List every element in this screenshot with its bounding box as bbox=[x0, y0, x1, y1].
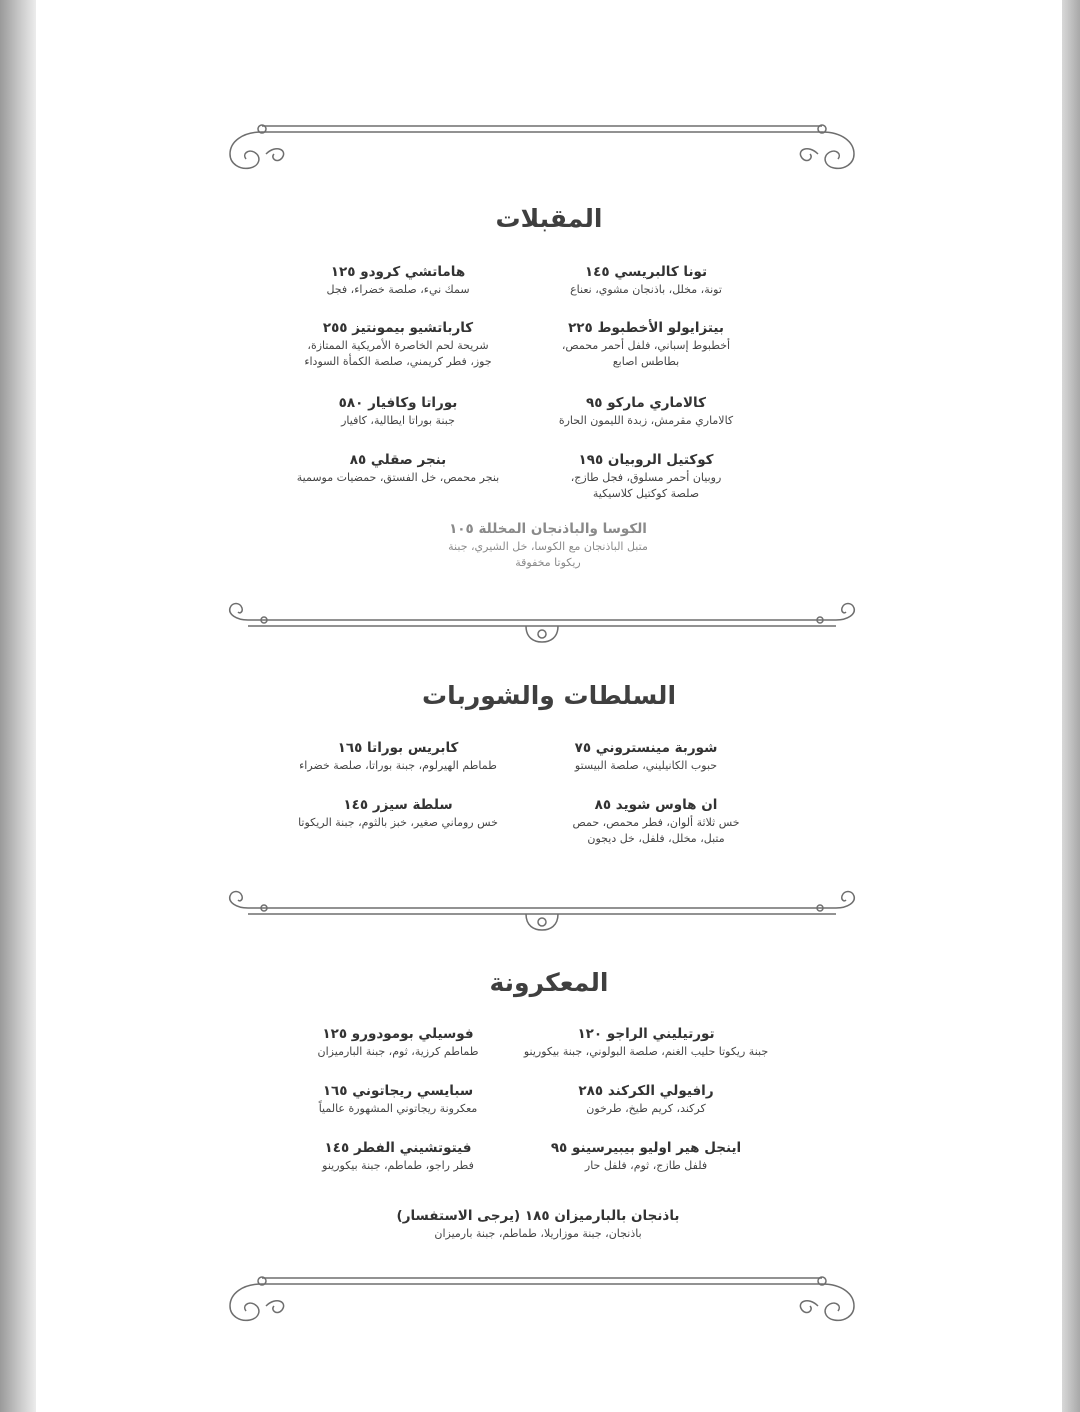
item-desc: كركند، كريم طيخ، طرخون bbox=[586, 1102, 706, 1115]
item-name: رافيولي الكركند ٢٨٥ bbox=[578, 1083, 714, 1099]
menu-item bbox=[448, 519, 648, 571]
item-name: سبايسي ريجاتوني ١٦٥ bbox=[322, 1083, 474, 1099]
item-name: هاماتشي كرودو ١٢٥ bbox=[330, 264, 466, 280]
menu-item bbox=[516, 1081, 776, 1117]
menu-item bbox=[388, 1206, 688, 1242]
item-desc: فلفل طازج، ثوم، فلفل حار bbox=[584, 1159, 708, 1172]
item-desc: فطر راجو، طماطم، جبنة بيكورينو bbox=[322, 1159, 474, 1172]
item-name: بوراتا وكافيار ٥٨٠ bbox=[338, 395, 458, 411]
item-name: فوسيلي بومودورو ١٢٥ bbox=[322, 1026, 474, 1042]
menu-item bbox=[516, 393, 776, 429]
ornament-divider-top bbox=[222, 116, 862, 172]
item-desc: معكرونة ريجاتوني المشهورة عالمياً bbox=[318, 1102, 478, 1115]
section-title-pasta: المعكرونة bbox=[489, 968, 609, 997]
item-desc: كالاماري مقرمش، زبدة الليمون الحارة bbox=[558, 414, 734, 427]
item-desc: بنجر محمص، خل الفستق، حمضيات موسمية bbox=[296, 471, 500, 484]
item-name: سلطة سيزر ١٤٥ bbox=[343, 797, 453, 813]
menu-item bbox=[268, 738, 528, 774]
item-desc: متبل الباذنجان مع الكوسا، خل الشيري، جبنة ريكوتا مخفوقة bbox=[448, 540, 648, 569]
menu-item bbox=[268, 262, 528, 298]
menu-item bbox=[268, 1024, 528, 1060]
item-desc: خس روماني صغير، خبز بالثوم، جبنة الريكوتا bbox=[298, 816, 498, 829]
item-desc: باذنجان، جبنة موزاريلا، طماطم، جبنة بارميزان bbox=[434, 1227, 642, 1240]
item-desc: سمك نيء، صلصة خضراء، فجل bbox=[326, 283, 470, 296]
section-title-appetizers: المقبلات bbox=[495, 204, 603, 233]
item-name: اينجل هير اوليو بيبيرسينو ٩٥ bbox=[550, 1140, 742, 1156]
menu-item bbox=[268, 450, 528, 486]
item-desc: جبنة بوراتا ايطالية، كافيار bbox=[341, 414, 455, 427]
menu-item bbox=[268, 795, 528, 831]
item-name: فيتوتشيني الفطر ١٤٥ bbox=[324, 1140, 472, 1156]
item-name: تورتيليني الراجو ١٢٠ bbox=[577, 1026, 715, 1042]
item-desc: طماطم الهيرلوم، جبنة بوراتا، صلصة خضراء bbox=[299, 759, 497, 772]
ornament-divider bbox=[222, 886, 862, 942]
item-name: بيتزايولو الأخطبوط ٢٢٥ bbox=[568, 320, 724, 336]
item-desc: حبوب الكانيليني، صلصة البيستو bbox=[574, 759, 718, 772]
menu-item bbox=[516, 262, 776, 298]
ornament-divider-bottom bbox=[222, 1268, 862, 1324]
menu-item bbox=[268, 1138, 528, 1174]
menu-item bbox=[566, 795, 746, 847]
menu-item bbox=[268, 393, 528, 429]
item-name: كوكتيل الروبيان ١٩٥ bbox=[578, 452, 714, 468]
item-name: بنجر صقلي ٨٥ bbox=[349, 452, 447, 468]
item-desc: روبيان أحمر مسلوق، فجل طازج، صلصة كوكتيل كلاسيكية bbox=[570, 471, 722, 500]
item-name: كارباتشيو بيمونتيز ٢٥٥ bbox=[322, 320, 474, 336]
item-name: باذنجان بالبارميزان ١٨٥ (يرجى الاستفسار) bbox=[396, 1208, 680, 1224]
menu-item bbox=[546, 318, 746, 370]
page-shadow-right bbox=[1062, 0, 1080, 1412]
section-title-salads-soups: السلطات والشوربات bbox=[421, 681, 677, 710]
item-desc: تونة، مخلل، باذنجان مشوي، نعناع bbox=[570, 283, 722, 296]
item-name: كابريس بوراتا ١٦٥ bbox=[337, 740, 459, 756]
ornament-divider bbox=[222, 598, 862, 654]
item-desc: خس ثلاثة ألوان، فطر محمص، حمص متبل، مخلل، فلفل، خل ديجون bbox=[572, 816, 740, 845]
menu-page bbox=[36, 0, 1062, 1412]
item-desc: أخطبوط إسباني، فلفل أحمر محمص، بطاطس اصابع bbox=[561, 339, 731, 368]
item-name: الكوسا والباذنجان المخللة ١٠٥ bbox=[449, 521, 647, 537]
item-desc: جبنة ريكوتا حليب الغنم، صلصة البولوني، جبنة بيكورينو bbox=[523, 1045, 769, 1058]
menu-item bbox=[516, 1138, 776, 1174]
menu-item bbox=[556, 450, 736, 502]
item-name: كالاماري ماركو ٩٥ bbox=[586, 395, 706, 411]
item-desc: طماطم كرزية، ثوم، جبنة البارميزان bbox=[317, 1045, 479, 1058]
menu-item bbox=[298, 318, 498, 370]
menu-item bbox=[268, 1081, 528, 1117]
item-name: ان هاوس شويد ٨٥ bbox=[594, 797, 718, 813]
item-name: تونا كالبريسي ١٤٥ bbox=[584, 264, 708, 280]
menu-item bbox=[516, 1024, 776, 1060]
item-desc: شريحة لحم الخاصرة الأمريكية الممتازة، جوز، فطر كريمني، صلصة الكمأة السوداء bbox=[304, 339, 492, 368]
item-name: شوربة مينستروني ٧٥ bbox=[574, 740, 718, 756]
menu-item bbox=[516, 738, 776, 774]
page-shadow-left bbox=[0, 0, 36, 1412]
